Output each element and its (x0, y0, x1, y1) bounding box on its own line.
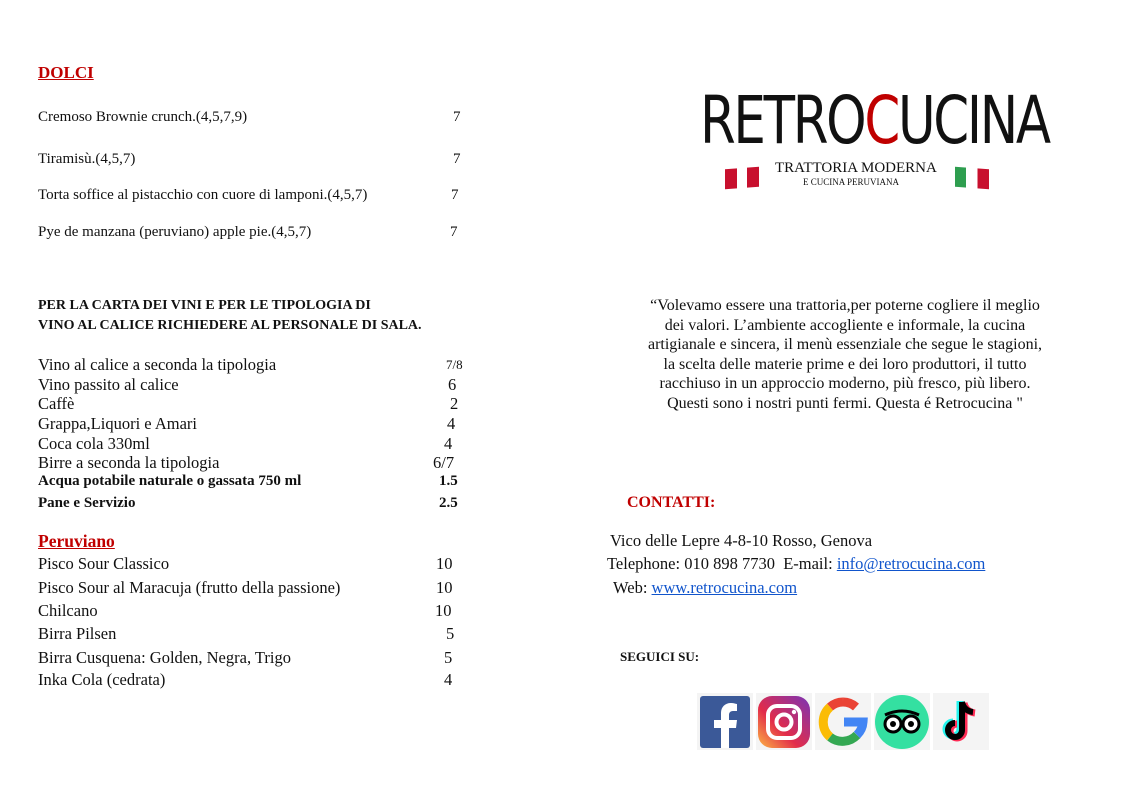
menu-item (38, 453, 455, 472)
item-price: 10 (435, 601, 452, 620)
menu-item (38, 434, 453, 453)
logo-subtitle-2: E CUCINA PERUVIANA (803, 177, 900, 187)
quote-line: “Volevamo essere una trattoria,per poterne cogliere il meglio (650, 297, 1040, 314)
item-name: Pye de manzana (peruviano) apple pie.(4,5,7) (38, 224, 312, 240)
menu-item (38, 472, 458, 491)
item-name: Vino al calice a seconda la tipologia (38, 355, 277, 374)
instagram-icon[interactable] (756, 693, 812, 750)
item-price: 2 (450, 394, 459, 413)
phone-label: Telephone: 010 898 7730 E-mail: (607, 554, 837, 573)
item-name: Inka Cola (cedrata) (38, 670, 166, 689)
tripadvisor-icon[interactable] (874, 693, 930, 750)
menu-item (38, 414, 456, 433)
item-name: Acqua potabile naturale o gassata 750 ml (38, 473, 302, 489)
item-price: 10 (436, 578, 453, 597)
quote-line: artigianale e sincera, il menù essenziale che segue le stagioni, (647, 336, 1043, 354)
wine-notice-line: PER LA CARTA DEI VINI E PER LE TIPOLOGIA DI (38, 298, 371, 313)
logo (700, 82, 1049, 193)
quote (590, 296, 1100, 414)
tiktok-icon[interactable] (933, 693, 989, 750)
social-title: SEGUICI SU: (620, 649, 700, 664)
item-name: Pisco Sour Classico (38, 554, 170, 573)
item-price: 10 (436, 554, 453, 573)
item-price: 7/8 (446, 357, 463, 372)
phone-email-line (607, 554, 985, 574)
item-price: 5 (446, 624, 455, 643)
item-price: 1.5 (439, 473, 458, 489)
email-link[interactable]: info@retrocucina.com (836, 554, 986, 573)
item-price: 4 (444, 434, 453, 453)
item-price: 7 (453, 109, 461, 125)
menu-item (38, 554, 453, 573)
logo-subtitle: TRATTORIA MODERNA (775, 160, 937, 176)
quote-line: la scelta delle materie prime e dei loro produttori, il tutto (663, 355, 1027, 373)
quote-line: dei valori. L’ambiente accogliente e informale, la cucina (664, 316, 1026, 334)
menu-item (38, 601, 452, 620)
menu-item (38, 670, 453, 689)
item-name: Cremoso Brownie crunch.(4,5,7,9) (38, 109, 248, 125)
web-link[interactable]: www.retrocucina.com (651, 578, 798, 597)
item-name: Pane e Servizio (38, 495, 136, 511)
logo-wordmark: RETROCUCINA (700, 82, 1049, 159)
item-name: Grappa,Liquori e Amari (38, 414, 197, 433)
menu-item (38, 375, 457, 394)
wine-notice (38, 296, 422, 336)
dolci-title: DOLCI (38, 63, 94, 82)
menu-item (38, 494, 458, 513)
menu-item (38, 578, 453, 597)
item-price: 4 (447, 414, 456, 433)
social-icons (697, 693, 989, 750)
peru-flag-icon (725, 167, 759, 189)
item-name: Torta soffice al pistacchio con cuore di lamponi.(4,5,7) (38, 187, 368, 203)
quote-line: Questi sono i nostri punti fermi. Questa é Retrocucina " (667, 394, 1023, 412)
menu-item (38, 648, 453, 667)
menu-item (38, 355, 463, 374)
item-price: 4 (444, 670, 453, 689)
item-name: Birre a seconda la tipologia (38, 453, 220, 472)
item-name: Chilcano (38, 601, 98, 620)
web-line (613, 578, 797, 598)
quote-line: racchiuso in un approccio moderno, più fresco, più libero. (659, 375, 1031, 393)
menu-item (38, 187, 459, 204)
menu-item (38, 151, 461, 168)
item-name: Coca cola 330ml (38, 434, 150, 453)
menu-item (38, 394, 459, 413)
peru-italy-flag-icon (955, 167, 989, 189)
item-price: 7 (450, 224, 458, 240)
item-price: 7 (453, 151, 461, 167)
web-label: Web: (613, 578, 652, 597)
peruviano-title: Peruviano (38, 531, 115, 551)
item-name: Caffè (38, 394, 75, 413)
item-name: Birra Cusquena: Golden, Negra, Trigo (38, 648, 291, 667)
contacts-title: CONTATTI: (627, 494, 716, 511)
google-icon[interactable] (815, 693, 871, 750)
address: Vico delle Lepre 4-8-10 Rosso, Genova (610, 531, 873, 550)
item-price: 5 (444, 648, 453, 667)
item-price: 7 (451, 187, 459, 203)
menu-item (38, 624, 455, 643)
item-price: 6 (448, 375, 457, 394)
item-name: Pisco Sour al Maracuja (frutto della passione) (38, 578, 341, 597)
item-name: Birra Pilsen (38, 624, 117, 643)
item-price: 2.5 (439, 495, 458, 511)
item-price: 6/7 (433, 453, 455, 472)
wine-notice-line: VINO AL CALICE RICHIEDERE AL PERSONALE DI SALA. (38, 318, 422, 333)
item-name: Vino passito al calice (38, 375, 179, 394)
menu-item (38, 224, 458, 241)
item-name: Tiramisù.(4,5,7) (38, 151, 136, 167)
menu-item (38, 109, 461, 126)
facebook-icon[interactable] (697, 693, 753, 750)
